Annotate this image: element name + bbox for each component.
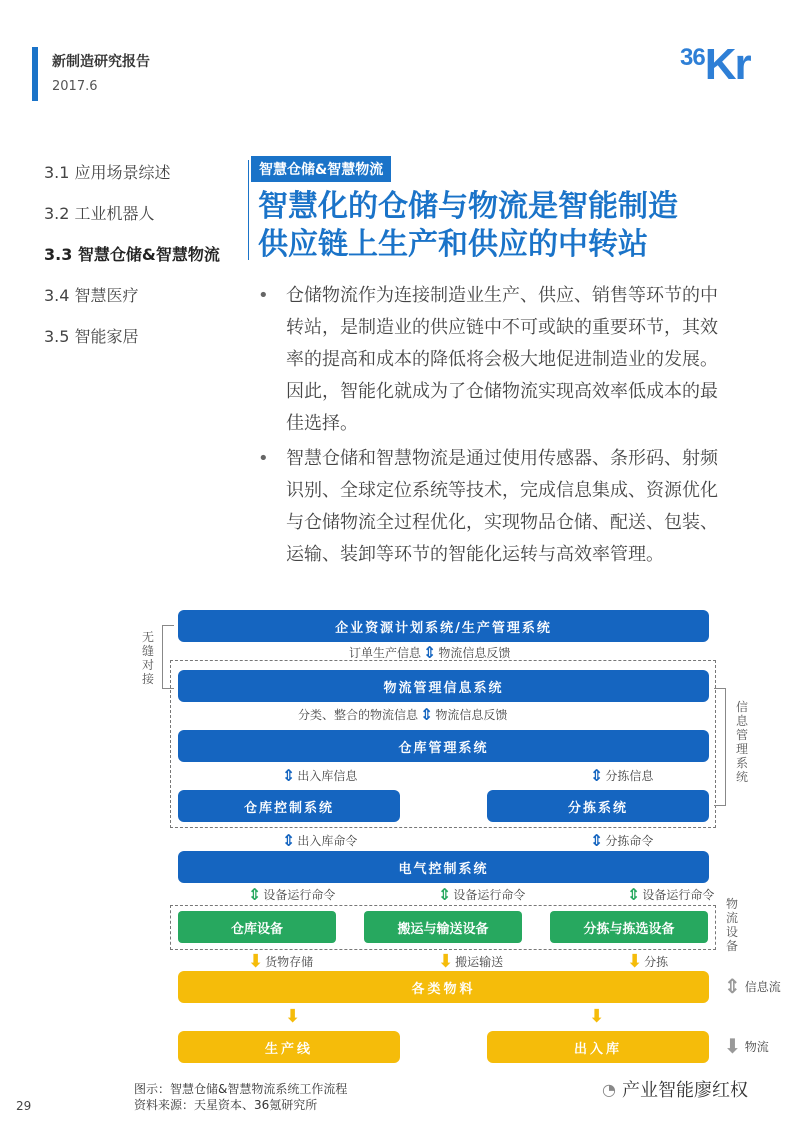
ims-bracket	[714, 688, 726, 806]
connector: ⇕ 出入库命令	[282, 830, 358, 850]
figure-caption: 图示：智慧仓储&智慧物流系统工作流程 资料来源：天星资本、36氪研究所	[134, 1082, 348, 1112]
updown-arrow-icon: ⇕	[248, 884, 262, 904]
inbound-outbound: 出入库	[487, 1031, 709, 1063]
down-arrow-icon: ⬇	[285, 1006, 301, 1027]
sorting-equipment: 分拣与拣选设备	[550, 911, 708, 943]
production-line: 生产线	[178, 1031, 400, 1063]
header-accent-bar	[32, 47, 38, 101]
down-arrow-icon: ⬇	[724, 1034, 741, 1058]
down-arrow-icon: ⬇	[438, 950, 454, 972]
seamless-label: 无缝对接	[141, 630, 154, 686]
warehouse-mgmt-system: 仓库管理系统	[178, 730, 709, 762]
electrical-control-system: 电气控制系统	[178, 851, 709, 883]
connector: ⇕ 分拣命令	[590, 830, 654, 850]
connector: ⇕ 出入库信息	[282, 765, 358, 785]
conveying-equipment: 搬运与输送设备	[364, 911, 522, 943]
toc-item[interactable]: 3.1 应用场景综述	[44, 163, 171, 182]
watermark: ◔ 产业智能廖红权	[602, 1079, 748, 1101]
toc-item[interactable]: 3.4 智慧医疗	[44, 286, 139, 305]
connector: ⇕ 设备运行命令	[627, 884, 715, 904]
legend-logistics: ⬇ 物流	[724, 1034, 769, 1058]
updown-arrow-icon: ⇕	[590, 765, 604, 785]
materials-bar: 各类物料	[178, 971, 709, 1003]
updown-arrow-icon: ⇕	[282, 830, 296, 850]
report-date: 2017.6	[52, 79, 98, 94]
section-toc	[44, 160, 249, 365]
updown-arrow-icon: ⇕	[423, 642, 437, 662]
connector: ⬇ 搬运输送	[438, 950, 504, 972]
bullet-dot: •	[258, 448, 269, 469]
36kr-logo: 36Kr	[680, 40, 750, 89]
logistics-info-system: 物流管理信息系统	[178, 670, 709, 702]
headline	[258, 188, 778, 264]
connector: ⇕ 设备运行命令	[248, 884, 336, 904]
down-arrow-icon: ⬇	[627, 950, 643, 972]
legend-info-flow: ⇕ 信息流	[724, 974, 781, 998]
sorting-system: 分拣系统	[487, 790, 709, 822]
down-arrow-icon: ⬇	[248, 950, 264, 972]
updown-arrow-icon: ⇕	[438, 884, 452, 904]
bullet-item: • 仓储物流作为连接制造业生产、供应、销售等环节的中转站，是制造业的供应链中不可或缺的重要环节，其效率的提高和成本的降低将会极大地促进制造业的发展。因此，智能化就成为了仓储物流实现高效率低成本的最佳选择。	[258, 280, 728, 440]
report-title: 新制造研究报告	[52, 54, 150, 70]
connector: 分类、整合的物流信息 ⇕ 物流信息反馈	[298, 704, 508, 724]
updown-arrow-icon: ⇕	[590, 830, 604, 850]
connector: ⬇ 货物存储	[248, 950, 314, 972]
bullet-list	[258, 280, 728, 574]
toc-item-active[interactable]: 3.3 智慧仓储&智慧物流	[44, 245, 220, 264]
updown-arrow-icon: ⇕	[420, 704, 434, 724]
equipment-label: 物流设备	[725, 897, 738, 953]
headline-line: 供应链上生产和供应的中转站	[258, 227, 648, 262]
erp-system: 企业资源计划系统/生产管理系统	[178, 610, 709, 642]
wechat-icon: ◔	[602, 1079, 616, 1099]
connector: ⇕ 分拣信息	[590, 765, 654, 785]
connector: ⬇ 分拣	[627, 950, 669, 972]
bullet-item: • 智慧仓储和智慧物流是通过使用传感器、条形码、射频识别、全球定位系统等技术，完成信息集成、资源优化与仓储物流全过程优化，实现物品仓储、配送、包装、运输、装卸等环节的智能化运转与高效率管理。	[258, 443, 728, 571]
toc-item[interactable]: 3.2 工业机器人	[44, 204, 155, 223]
headline-line: 智慧化的仓储与物流是智能制造	[258, 189, 678, 224]
warehouse-equipment: 仓库设备	[178, 911, 336, 943]
toc-item[interactable]: 3.5 智能家居	[44, 327, 139, 346]
bullet-dot: •	[258, 285, 269, 306]
connector: ⇕ 设备运行命令	[438, 884, 526, 904]
section-tag: 智慧仓储&智慧物流	[251, 156, 391, 182]
connector: 订单生产信息 ⇕ 物流信息反馈	[349, 642, 511, 662]
toc-divider	[248, 160, 249, 260]
down-arrow-icon: ⬇	[589, 1006, 605, 1027]
page-number: 29	[16, 1099, 32, 1113]
warehouse-control-system: 仓库控制系统	[178, 790, 400, 822]
ims-label: 信息管理系统	[735, 700, 748, 784]
updown-arrow-icon: ⇕	[724, 974, 741, 998]
updown-arrow-icon: ⇕	[627, 884, 641, 904]
updown-arrow-icon: ⇕	[282, 765, 296, 785]
